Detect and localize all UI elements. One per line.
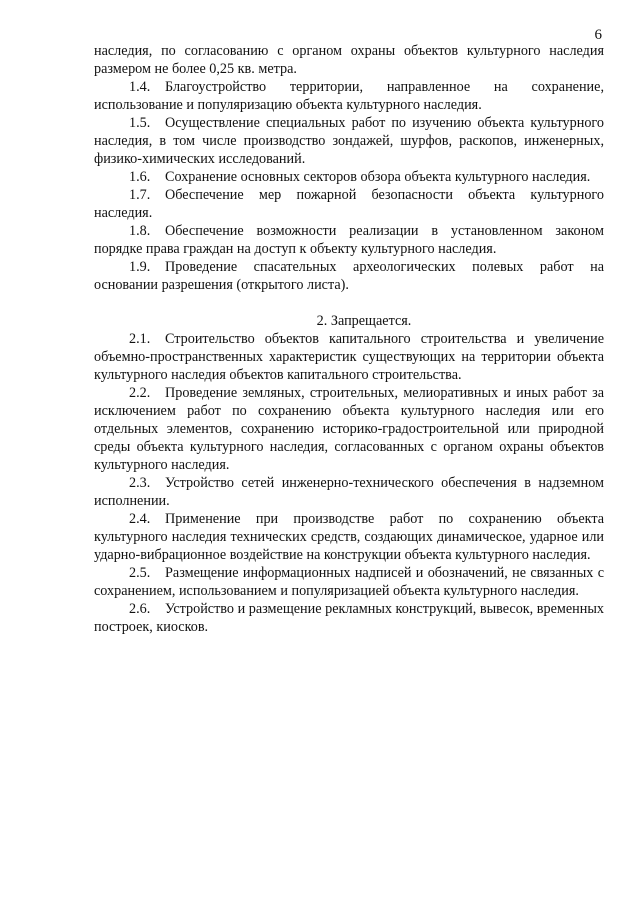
item-text: Проведение спасательных археологических полевых работ на основании разрешения (открытого листа). [94,259,604,293]
item-number: 1.8. [129,223,151,239]
page-number: 6 [594,27,602,43]
item-text: Сохранение основных секторов обзора объекта культурного наследия. [165,169,591,185]
item-text: Применение при производстве работ по сохранению объекта культурного наследия технических средств, создающих динамическое, ударное или ударно-вибрационное воздействие на конструкции объекта культурного наследия. [94,511,604,563]
item-text: Устройство и размещение рекламных конструкций, вывесок, временных построек, киосков. [94,601,604,635]
list-item [94,222,604,258]
list-item [94,78,604,114]
list-item [94,168,604,186]
item-text: Строительство объектов капитального строительства и увеличение объемно-пространственных характеристик существующих на территории объекта культурного наследия объектов капитального строительства. [94,331,604,383]
item-number: 2.3. [129,475,151,491]
item-text: Осуществление специальных работ по изучению объекта культурного наследия, в том числе производство зондажей, шурфов, раскопов, инженерных, физико-химических исследований. [94,115,604,167]
item-number: 1.6. [129,169,151,185]
section-1-list [94,78,604,294]
item-number: 2.4. [129,511,151,527]
item-text: Обеспечение мер пожарной безопасности объекта культурного наследия. [94,187,604,221]
item-text: Обеспечение возможности реализации в установленном законом порядке права граждан на доступ к объекту культурного наследия. [94,223,604,257]
intro-paragraph: наследия, по согласованию с органом охраны объектов культурного наследия размером не более 0,25 кв. метра. [94,43,604,77]
list-item [94,564,604,600]
section-2-list [94,330,604,636]
list-item [94,510,604,564]
list-item [94,258,604,294]
item-number: 2.5. [129,565,151,581]
list-item [94,114,604,168]
item-text: Проведение земляных, строительных, мелиоративных и иных работ за исключением работ по сохранению объекта культурного наследия или его отдельных элементов, сохранению историко-градостроительной или природной среды объекта культурного наследия, согласованных с органом охраны объектов культурного наследия. [94,385,604,473]
item-number: 2.6. [129,601,151,617]
list-item [94,384,604,474]
item-number: 1.5. [129,115,151,131]
document-body [94,42,604,636]
item-text: Размещение информационных надписей и обозначений, не связанных с сохранением, использованием и популяризацией объекта культурного наследия. [94,565,604,599]
item-text: Устройство сетей инженерно-технического обеспечения в надземном исполнении. [94,475,604,509]
item-text: Благоустройство территории, направленное на сохранение, использование и популяризацию объекта культурного наследия. [94,79,604,113]
item-number: 1.9. [129,259,151,275]
section-2-heading: 2. Запрещается. [316,313,412,329]
item-number: 2.1. [129,331,151,347]
list-item [94,186,604,222]
item-number: 1.7. [129,187,151,203]
list-item [94,600,604,636]
list-item [94,330,604,384]
list-item [94,474,604,510]
item-number: 2.2. [129,385,151,401]
item-number: 1.4. [129,79,151,95]
